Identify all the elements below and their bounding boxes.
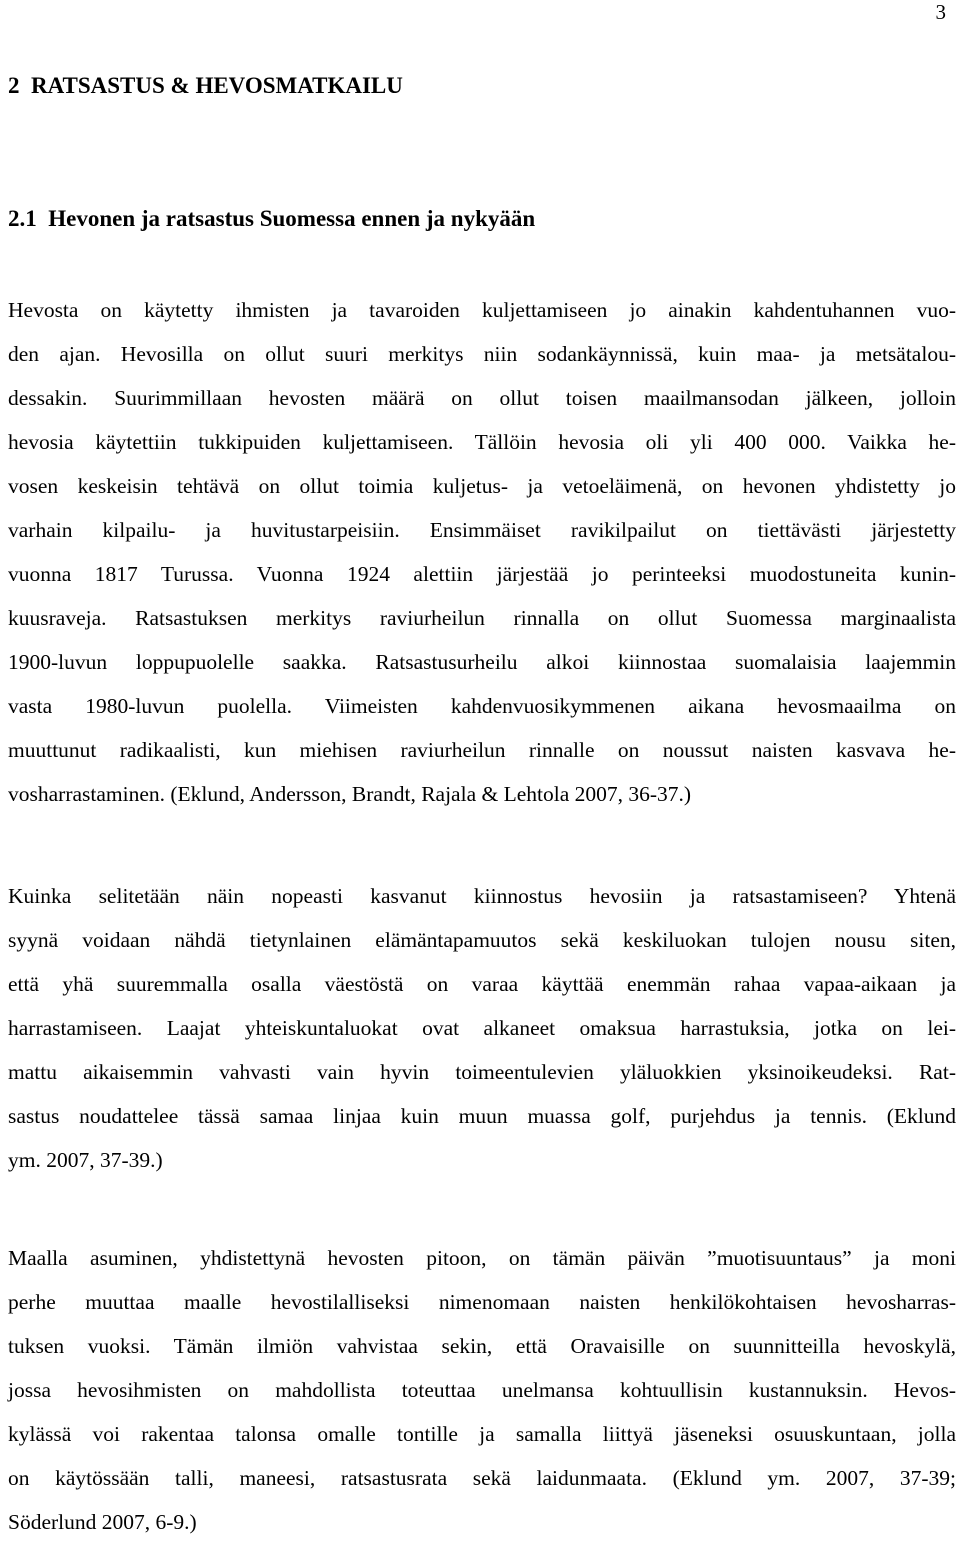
paragraph-line: dessakin. Suurimmillaan hevosten määrä on ollut toisen maailmansodan jälkeen, jolloin: [8, 386, 956, 410]
paragraph-line: vasta 1980-luvun puolella. Viimeisten kahdenvuosikymmenen aikana hevosmaailma on: [8, 694, 956, 718]
paragraph-line: on käytössään talli, maneesi, ratsastusrata sekä laidunmaata. (Eklund ym. 2007, 37-39;: [8, 1466, 956, 1490]
paragraph-line: muuttunut radikaalisti, kun miehisen raviurheilun rinnalle on noussut naisten kasvava he-: [8, 738, 956, 762]
paragraph-line: jossa hevosihmisten on mahdollista toteuttaa unelmansa kohtuullisin kustannuksin. Hevos-: [8, 1378, 956, 1402]
paragraph-line: Maalla asuminen, yhdistettynä hevosten pitoon, on tämän päivän ”muotisuuntaus” ja moni: [8, 1246, 956, 1270]
paragraph-line: syynä voidaan nähdä tietynlainen elämäntapamuutos sekä keskiluokan tulojen nousu siten,: [8, 928, 956, 952]
paragraph-interest: [8, 874, 956, 1182]
paragraph-line: Söderlund 2007, 6-9.): [8, 1510, 197, 1534]
paragraph-line: varhain kilpailu- ja huvitustarpeisiin. Ensimmäiset ravikilpailut on tiettävästi järjestetty: [8, 518, 956, 542]
paragraph-rural: [8, 1236, 956, 1544]
paragraph-line: sastus noudattelee tässä samaa linjaa kuin muun muassa golf, purjehdus ja tennis. (Eklund: [8, 1104, 956, 1128]
paragraph-line: hevosia käytettiin tukkipuiden kuljettamiseen. Tällöin hevosia oli yli 400 000. Vaikka he-: [8, 430, 956, 454]
page-number: 3: [935, 0, 946, 24]
paragraph-history: [8, 288, 956, 816]
paragraph-line: den ajan. Hevosilla on ollut suuri merkitys niin sodankäynnissä, kuin maa- ja metsätalou-: [8, 342, 956, 366]
paragraph-line: ym. 2007, 37-39.): [8, 1148, 163, 1172]
paragraph-line: vuonna 1817 Turussa. Vuonna 1924 alettiin järjestää jo perinteeksi muodostuneita kunin-: [8, 562, 956, 586]
paragraph-line: Hevosta on käytetty ihmisten ja tavaroiden kuljettamiseen jo ainakin kahdentuhannen vuo-: [8, 298, 956, 322]
paragraph-line: kuusraveja. Ratsastuksen merkitys raviurheilun rinnalla on ollut Suomessa marginaalista: [8, 606, 956, 630]
paragraph-line: mattu aikaisemmin vahvasti vain hyvin toimeentulevien yläluokkien yksinoikeudeksi. Rat-: [8, 1060, 956, 1084]
paragraph-line: kylässä voi rakentaa talonsa omalle tontille ja samalla liittyä jäseneksi osuuskuntaan, jolla: [8, 1422, 956, 1446]
paragraph-line: 1900-luvun loppupuolelle saakka. Ratsastusurheilu alkoi kiinnostaa suomalaisia laajemmin: [8, 650, 956, 674]
section-heading: 2.1 Hevonen ja ratsastus Suomessa ennen ja nykyään: [8, 206, 536, 231]
paragraph-line: että yhä suuremmalla osalla väestöstä on varaa käyttää enemmän rahaa vapaa-aikaan ja: [8, 972, 956, 996]
paragraph-line: harrastamiseen. Laajat yhteiskuntaluokat ovat alkaneet omaksua harrastuksia, jotka on lei-: [8, 1016, 956, 1040]
paragraph-line: Kuinka selitetään näin nopeasti kasvanut kiinnostus hevosiin ja ratsastamiseen? Yhtenä: [8, 884, 956, 908]
paragraph-line: vosen keskeisin tehtävä on ollut toimia kuljetus- ja vetoeläimenä, on hevonen yhdistetty jo: [8, 474, 956, 498]
chapter-heading: 2 RATSASTUS & HEVOSMATKAILU: [8, 73, 403, 98]
paragraph-line: vosharrastaminen. (Eklund, Andersson, Brandt, Rajala & Lehtola 2007, 36-37.): [8, 782, 692, 806]
paragraph-line: perhe muuttaa maalle hevostilalliseksi nimenomaan naisten henkilökohtaisen hevosharras-: [8, 1290, 956, 1314]
paragraph-line: tuksen vuoksi. Tämän ilmiön vahvistaa sekin, että Oravaisille on suunnitteilla hevoskylä,: [8, 1334, 956, 1358]
